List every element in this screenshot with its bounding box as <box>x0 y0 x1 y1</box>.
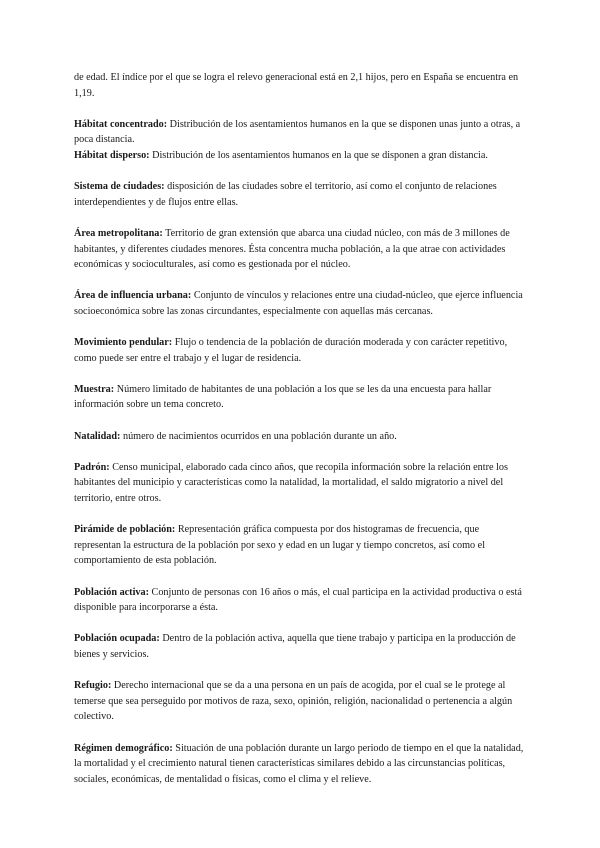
entry-text: Situación de una población durante un largo periodo de tiempo en el que la natalidad, la mortalidad y el crecimiento natural tienen características similares debido a las circunstancias políticas, sociales, económicas, de mentalidad o físicas, como el clima y el relieve. <box>74 742 524 785</box>
glossary-entry-area-de-influencia-urbana <box>74 288 526 319</box>
entry-text: Flujo o tendencia de la población de duración moderada y con carácter repetitivo, como puede ser entre el trabajo y el lugar de residencia. <box>74 337 508 364</box>
entry-term: Natalidad: <box>74 430 121 442</box>
glossary-entry-poblacion-activa <box>74 585 526 616</box>
entry-text: Conjunto de vínculos y relaciones entre una ciudad-núcleo, que ejerce influencia socioeconómica sobre las zonas circundantes, especialmente con aquellas más cercanas. <box>74 290 523 317</box>
entry-text: Conjunto de personas con 16 años o más, el cual participa en la actividad productiva o está disponible para incorporarse a ésta. <box>74 586 522 614</box>
entry-term: Pirámide de población: <box>74 524 176 536</box>
entry-term: Movimiento pendular: <box>74 337 173 349</box>
glossary-entry-poblacion-ocupada <box>74 631 526 662</box>
entry-term: Área metropolitana: <box>74 227 163 239</box>
glossary-entry-natalidad <box>74 429 526 445</box>
entry-term: Refugio: <box>74 680 112 692</box>
entry-text: Censo municipal, elaborado cada cinco años, que recopila información sobre la relación entre los habitantes del municipio y características como la natalidad, la mortalidad, el saldo migratorio a nivel del territorio, entre otros. <box>74 461 508 505</box>
entry-term: Padrón: <box>74 461 110 473</box>
glossary-entry-piramide-de-poblacion <box>74 522 526 569</box>
entry-text: Derecho internacional que se da a una persona en un país de acogida, por el cual se le protege al temerse que sea perseguido por motivos de raza, sexo, opinión, religión, nacionalidad o pertenencia a algún colectivo. <box>74 680 513 723</box>
glossary-entry-habitat-concentrado <box>74 117 526 148</box>
glossary-entry-refugio <box>74 678 526 725</box>
entry-text: Representación gráfica compuesta por dos histogramas de frecuencia, que representan la estructura de la población por sexo y edad en un lugar y tiempo concretos, así como el comportamiento de esta población. <box>74 524 486 567</box>
entry-text: número de nacimientos ocurridos en una población durante un año. <box>120 430 397 442</box>
entry-term: Muestra: <box>74 383 115 395</box>
entry-text: disposición de las ciudades sobre el territorio, así como el conjunto de relaciones interdependientes y de flujos entre ellas. <box>74 181 497 208</box>
entry-term: Hábitat disperso: <box>74 149 150 161</box>
entry-text: de edad. El índice por el que se logra el relevo generacional está en 2,1 hijos, pero en España se encuentra en 1,19. <box>74 72 519 99</box>
entry-term: Área de influencia urbana: <box>74 290 192 302</box>
entry-term: Sistema de ciudades: <box>74 181 165 193</box>
glossary-entry-regimen-demografico <box>74 741 526 788</box>
glossary-entry-movimiento-pendular <box>74 335 526 366</box>
glossary-entry-padron <box>74 460 526 507</box>
entry-term: Población activa: <box>74 586 149 598</box>
glossary-entry-habitat-disperso <box>74 148 526 164</box>
entry-term: Población ocupada: <box>74 633 160 645</box>
glossary-entry-muestra <box>74 382 526 413</box>
entry-text: Distribución de los asentamientos humanos en la que se disponen unas junto a otras, a poca distancia. <box>74 118 521 146</box>
glossary-entry-area-metropolitana <box>74 226 526 273</box>
entry-term: Hábitat concentrado: <box>74 118 168 130</box>
entry-text: Número limitado de habitantes de una población a los que se les da una encuesta para hallar información sobre un tema concreto. <box>74 383 492 411</box>
entry-text: Territorio de gran extensión que abarca una ciudad núcleo, con más de 3 millones de habitantes, y diferentes ciudades menores. Ésta concentra mucha población, a la que atrae con actividades económicas y socioculturales, así como es gestionada por el núcleo. <box>74 227 510 271</box>
entry-text: Dentro de la población activa, aquella que tiene trabajo y participa en la producción de bienes y servicios. <box>74 633 516 660</box>
entry-term: Régimen demográfico: <box>74 742 173 754</box>
entry-text: Distribución de los asentamientos humanos en la que se disponen a gran distancia. <box>149 149 488 161</box>
glossary-entry-sistema-de-ciudades <box>74 179 526 210</box>
continued-paragraph <box>74 70 526 101</box>
glossary-content <box>74 70 526 787</box>
